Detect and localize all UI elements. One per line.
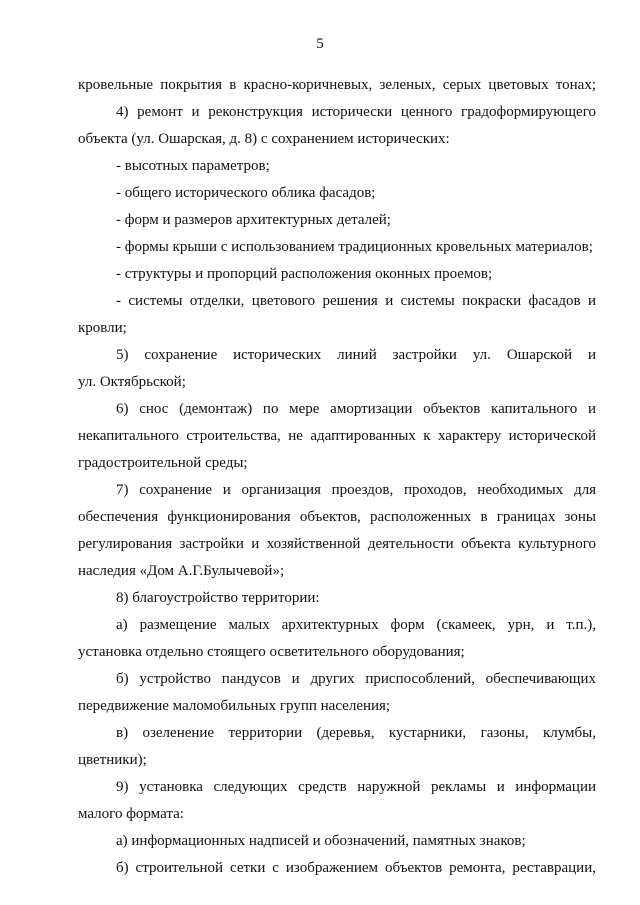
document-body	[78, 72, 596, 882]
text-line: - форм и размеров архитектурных деталей;	[116, 212, 391, 228]
text-line: некапитального строительства, не адаптированных к характеру исторической	[78, 428, 596, 444]
text-line: ул. Октябрьской;	[78, 374, 186, 390]
text-line: обеспечения функционирования объектов, расположенных в границах зоны	[78, 509, 596, 525]
text-line: наследия «Дом А.Г.Булычевой»;	[78, 563, 285, 579]
text-line: кровельные покрытия в красно-коричневых, зеленых, серых цветовых тонах;	[78, 77, 596, 93]
text-line: регулирования застройки и хозяйственной деятельности объекта культурного	[78, 536, 596, 552]
text-line: 9) установка следующих средств наружной рекламы и информации	[116, 779, 596, 795]
text-line: б) строительной сетки с изображением объектов ремонта, реставрации,	[116, 860, 596, 876]
text-line: - формы крыши с использованием традиционных кровельных материалов;	[116, 239, 593, 255]
text-line: цветники);	[78, 752, 147, 768]
text-line: а) размещение малых архитектурных форм (скамеек, урн, и т.п.),	[116, 617, 596, 633]
page-number: 5	[316, 36, 324, 52]
text-line: б) устройство пандусов и других приспособлений, обеспечивающих	[116, 671, 596, 687]
text-line: малого формата:	[78, 806, 184, 822]
text-line: кровли;	[78, 320, 127, 336]
text-line: а) информационных надписей и обозначений, памятных знаков;	[116, 833, 526, 849]
text-line: - системы отделки, цветового решения и системы покраски фасадов и	[116, 293, 596, 309]
text-line: объекта (ул. Ошарская, д. 8) с сохранением исторических:	[78, 131, 450, 147]
text-line: 6) снос (демонтаж) по мере амортизации объектов капитального и	[116, 401, 596, 417]
text-line: градостроительной среды;	[78, 455, 248, 471]
text-line: 4) ремонт и реконструкция исторически ценного градоформирующего	[116, 104, 596, 120]
text-line: 7) сохранение и организация проездов, проходов, необходимых для	[116, 482, 596, 498]
text-line: передвижение маломобильных групп населения;	[78, 698, 391, 714]
text-line: установка отдельно стоящего осветительного оборудования;	[78, 644, 465, 660]
text-line: в) озеленение территории (деревья, кустарники, газоны, клумбы,	[116, 725, 596, 741]
text-line: - структуры и пропорций расположения оконных проемов;	[116, 266, 493, 282]
text-line: - высотных параметров;	[116, 158, 270, 174]
text-line: - общего исторического облика фасадов;	[116, 185, 376, 201]
text-line: 5) сохранение исторических линий застройки ул. Ошарской и	[116, 347, 596, 363]
text-line: 8) благоустройство территории:	[116, 590, 320, 606]
